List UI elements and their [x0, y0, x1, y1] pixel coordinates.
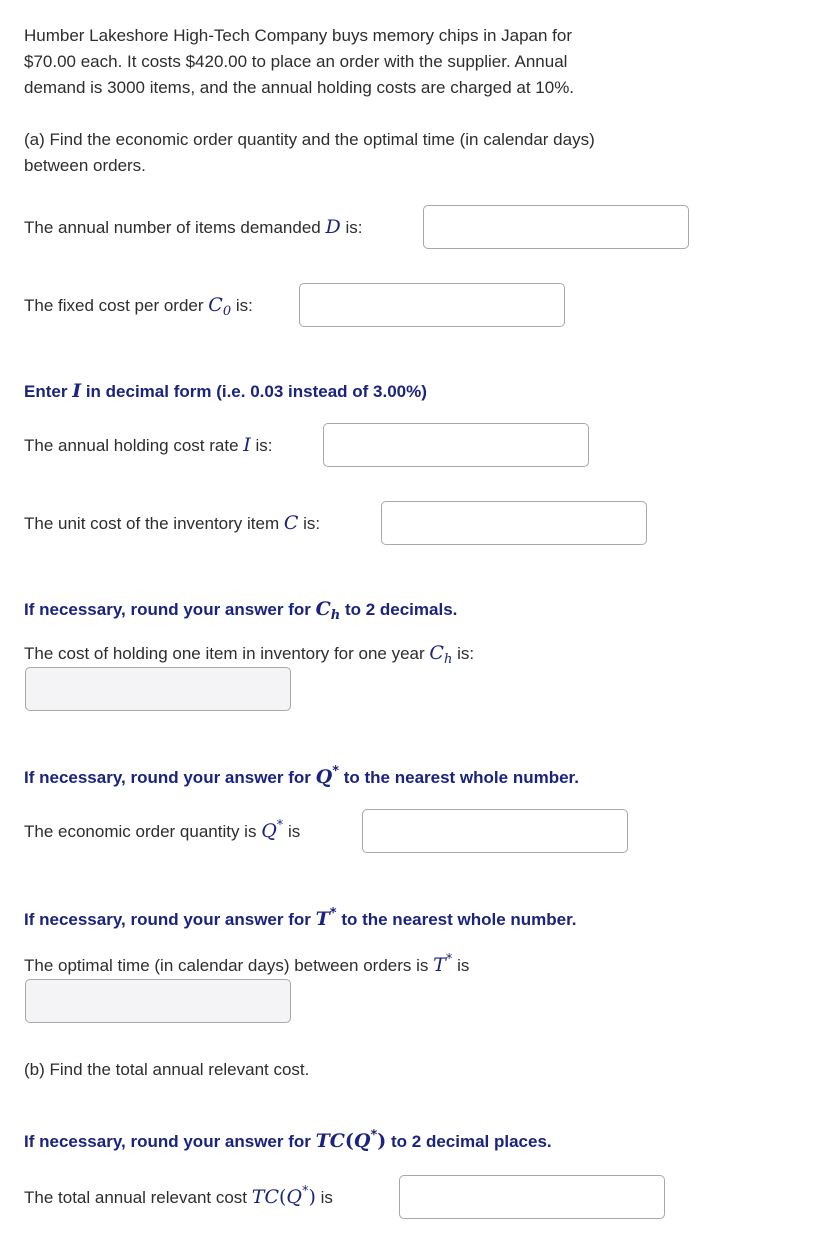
q-var-letter: Q: [261, 820, 277, 842]
ch-instruction-subscript: h: [330, 608, 341, 623]
problem-line-2: $70.00 each. It costs $420.00 to place an order with the supplier. Annual: [24, 52, 568, 71]
t-variable: [433, 954, 452, 976]
i-label: [24, 432, 273, 459]
ch-instruction-variable: [315, 598, 341, 623]
ch-instruction-var-letter: C: [315, 598, 331, 620]
ch-label: [24, 640, 474, 669]
tc-instruction-prefix: If necessary, round your answer for: [24, 1132, 311, 1151]
i-label-text: The annual holding cost rate: [24, 436, 239, 455]
tc-q: Q: [286, 1186, 302, 1208]
c-input[interactable]: [381, 501, 647, 545]
c0-variable: [208, 294, 232, 319]
ch-instruction-prefix: If necessary, round your answer for: [24, 600, 311, 619]
t-instruction-suffix: to the nearest whole number.: [341, 910, 577, 929]
c0-input[interactable]: [299, 283, 565, 327]
tc-instruction-q: Q: [353, 1130, 371, 1152]
problem-line-3: demand is 3000 items, and the annual holding costs are charged at 10%.: [24, 78, 575, 97]
i-instruction: [24, 378, 427, 405]
d-label-text: The annual number of items demanded: [24, 218, 321, 237]
problem-line-1: Humber Lakeshore High-Tech Company buys memory chips in Japan for: [24, 26, 573, 45]
t-instruction-superscript: *: [329, 906, 337, 921]
ch-instruction-suffix: to 2 decimals.: [344, 600, 458, 619]
c-variable: C: [283, 512, 299, 534]
i-label-suffix: is:: [255, 436, 273, 455]
q-label-suffix: is: [288, 822, 301, 841]
d-input[interactable]: [423, 205, 689, 249]
tc-instruction-expression: [316, 1130, 387, 1152]
d-variable: D: [325, 216, 341, 238]
i-variable: I: [243, 434, 251, 456]
t-label-text: The optimal time (in calendar days) between orders is: [24, 956, 429, 975]
i-instruction-prefix: Enter: [24, 382, 68, 401]
tc-var: TC: [251, 1186, 279, 1208]
part-a-line-1: (a) Find the economic order quantity and the optimal time (in calendar days): [24, 130, 595, 149]
t-superscript: *: [445, 952, 453, 967]
ch-label-suffix: is:: [457, 644, 475, 663]
q-superscript: *: [276, 818, 284, 833]
q-instruction-suffix: to the nearest whole number.: [343, 768, 579, 787]
d-label-suffix: is:: [345, 218, 363, 237]
ch-instruction: [24, 596, 457, 625]
tc-superscript: *: [301, 1184, 309, 1199]
tc-open-paren: (: [278, 1186, 287, 1208]
ch-input[interactable]: [25, 667, 291, 711]
i-instruction-variable: I: [72, 380, 82, 402]
tc-instruction-var: TC: [315, 1130, 345, 1152]
tc-instruction-suffix: to 2 decimal places.: [391, 1132, 552, 1151]
c-label: [24, 510, 320, 537]
part-b-line-1: (b) Find the total annual relevant cost.: [24, 1060, 310, 1079]
c0-label-text: The fixed cost per order: [24, 296, 204, 315]
tc-instruction-superscript: *: [370, 1128, 378, 1143]
t-label-suffix: is: [457, 956, 470, 975]
ch-subscript: h: [443, 652, 453, 667]
c-label-suffix: is:: [303, 514, 321, 533]
tc-input[interactable]: [399, 1175, 665, 1219]
q-input[interactable]: [362, 809, 628, 853]
d-label: [24, 214, 362, 241]
t-input[interactable]: [25, 979, 291, 1023]
c0-label: [24, 292, 253, 321]
tc-label-suffix: is: [320, 1188, 333, 1207]
tc-instruction-open-paren: (: [344, 1130, 354, 1152]
q-label: [24, 818, 300, 847]
q-instruction-superscript: *: [332, 764, 339, 779]
t-instruction: [24, 906, 577, 935]
tc-label: [24, 1184, 333, 1213]
tc-expression: [252, 1186, 316, 1208]
ch-label-text: The cost of holding one item in inventory for one year: [24, 644, 425, 663]
t-instruction-prefix: If necessary, round your answer for: [24, 910, 311, 929]
tc-instruction: [24, 1128, 552, 1157]
tc-instruction-close-paren: ): [377, 1130, 387, 1152]
t-var-letter: T: [433, 954, 446, 976]
ch-variable: [429, 642, 453, 667]
c-label-text: The unit cost of the inventory item: [24, 514, 280, 533]
i-instruction-suffix: in decimal form (i.e. 0.03 instead of 3.00%): [85, 382, 427, 401]
tc-close-paren: ): [308, 1186, 316, 1208]
tc-label-text: The total annual relevant cost: [24, 1188, 248, 1207]
t-instruction-variable: [316, 908, 337, 930]
q-variable: [261, 820, 283, 842]
part-a-line-2: between orders.: [24, 156, 146, 175]
q-label-text: The economic order quantity is: [24, 822, 257, 841]
c0-var-letter: C: [208, 294, 223, 316]
c0-label-suffix: is:: [235, 296, 253, 315]
q-instruction: [24, 764, 579, 793]
t-label: [24, 952, 469, 981]
q-instruction-variable: [316, 766, 339, 788]
t-instruction-var-letter: T: [315, 908, 330, 930]
i-input[interactable]: [323, 423, 589, 467]
q-instruction-prefix: If necessary, round your answer for: [24, 768, 311, 787]
q-instruction-var-letter: Q: [315, 766, 333, 788]
c0-subscript: 0: [222, 304, 232, 319]
ch-var-letter: C: [429, 642, 444, 664]
